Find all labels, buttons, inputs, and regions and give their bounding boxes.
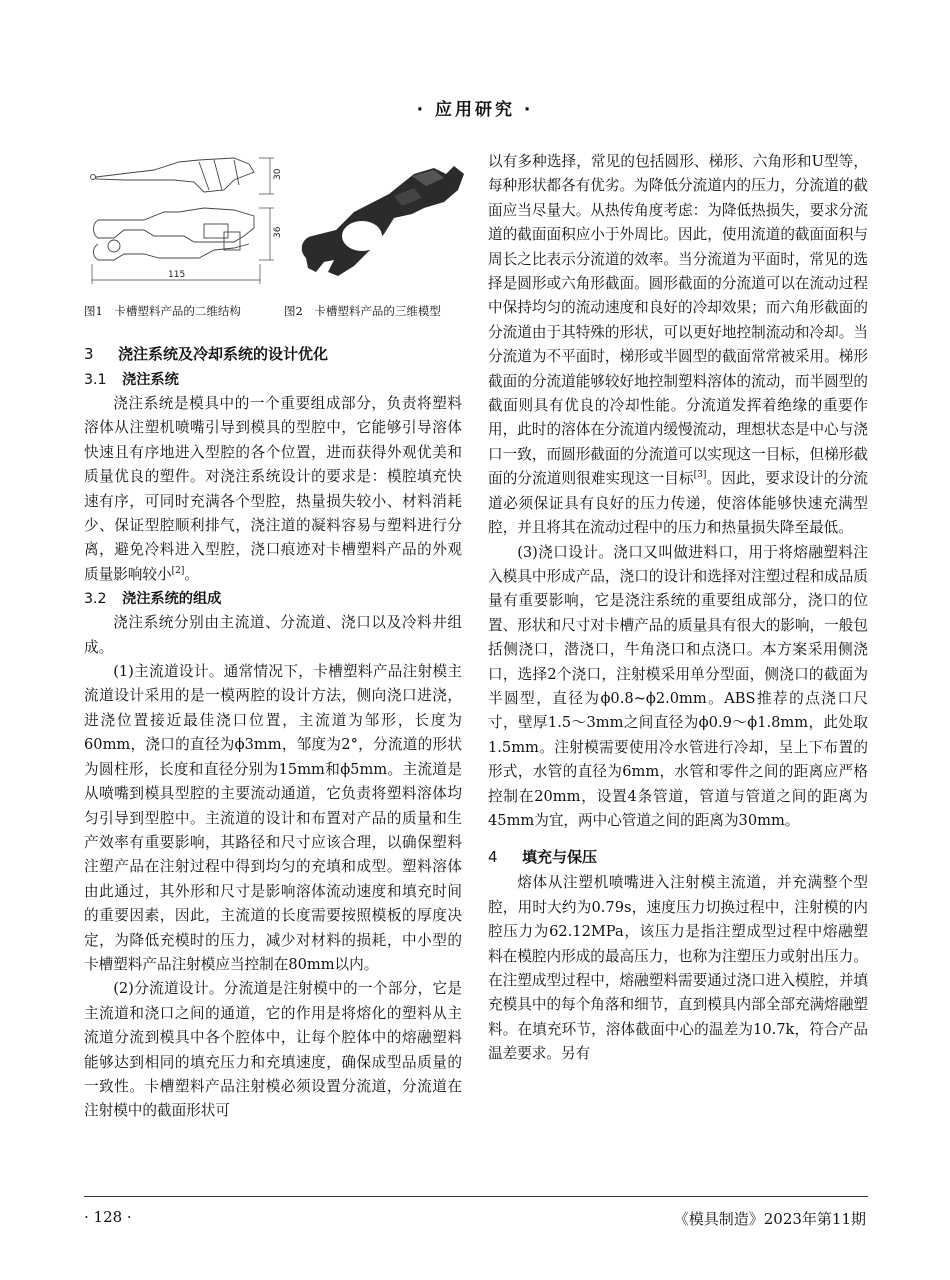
section-3-2-title: 浇注系统的组成 xyxy=(122,591,222,608)
right-column xyxy=(488,150,868,1067)
paragraph-gate-design: (3)浇口设计。浇口又叫做进料口，用于将熔融塑料注入模具中形成产品，浇口的设计和选择对注塑过程和成品质量有重要影响，它是浇注系统的重要组成部分，浇口的位置、形状和尺寸对卡槽产品的质量具有很大的影响，一般包括侧浇口，潜浇口，牛角浇口和点浇口。本方案采用侧浇口，选择2个浇口，注射模采用单分型面，侧浇口的截面为半圆型，直径为ϕ0.8~ϕ2.0mm。ABS推荐的点浇口尺寸，壁厚1.5～3mm之间直径为ϕ0.9～ϕ1.8mm，此处取1.5mm。注射模需要使用冷水管进行冷却，呈上下布置的形式，水管的直径为6mm，水管和零件之间的距离应严格控制在20mm，设置4条管道，管道与管道之间的距离为45mm为宜，两中心管道之间的距离为30mm。 xyxy=(488,543,868,829)
sub-runner-continued-text: 以有多种选择，常见的包括圆形、梯形、六角形和U型等，每种形状都各有优劣。为降低分流道内的压力，分流道的截面应当尽量大。从热传角度考虑：为降低热损失，要求分流道的截面面积应小于外周比。因此，使用流道的截面面积与周长之比表示分流道的效率。当分流道为平面时，常见的选择是圆形或六角形截面。圆形截面的分流道可以在流动过程中保持均匀的流动速度和良好的冷却效果；而六角形截面的分流道由于其特殊的形状，可以更好地控制流动和冷却。当分流道为不平面时，梯形或半圆型的截面常常被采用。梯形截面的分流道能够较好地控制塑料溶体的流动，而半圆型的截面则具有优良的冷却性能。分流道发挥着绝缘的重要作用，此时的溶体在分流道内缓慢流动，理想状态是中心与浇口一致，而圆形截面的分流道可以实现这一目标，但梯形截面的分流道则很难实现这一目标 xyxy=(488,153,868,488)
dim-30: 30 xyxy=(273,168,283,180)
footer-rule xyxy=(84,1196,868,1197)
section-3-1-heading xyxy=(84,368,462,392)
section-3-2-number: 3.2 xyxy=(84,591,107,608)
left-column xyxy=(84,150,462,1124)
paragraph-4-1: 熔体从注塑机喷嘴进入注射模主流道，并充满整个型腔，用时大约为0.79s，速度压力切换过程中，注射模的内腔压力为62.12MPa，该压力是指注塑成型过程中熔融塑料在模腔内形成的最高压力，也称为注塑压力或射出压力。在注塑成型过程中，熔融塑料需要通过浇口进入模腔，并填充模具中的每个角落和细节，直到模具内部全部充满熔融塑料。在填充环节，溶体截面中心的温差为10.7k，符合产品温差要求。另有 xyxy=(488,874,868,1063)
sub-runner-continued-end: 。因此，要求设计的分流道必须保证具有良好的压力传递，使溶体能够快速充满型腔，并且将其在流动过程中的压力和热量损失降至最低。 xyxy=(488,470,868,537)
section-3-1-number: 3.1 xyxy=(84,372,107,388)
section-4-number: 4 xyxy=(488,848,498,867)
figure-2-caption: 图2 卡槽塑料产品的三维模型 xyxy=(284,304,441,318)
citation-2: [2] xyxy=(171,565,185,576)
page-number: · 128 · xyxy=(84,1208,132,1226)
paragraph-sub-runner-continued xyxy=(488,150,868,541)
section-4-title: 填充与保压 xyxy=(522,848,598,867)
paragraph-3-1-end: 。 xyxy=(184,565,199,583)
journal-citation: 《模具制造》2023年第11期 xyxy=(673,1210,866,1228)
dim-115: 115 xyxy=(168,270,186,280)
section-3-1-title: 浇注系统 xyxy=(122,372,179,388)
dim-36: 36 xyxy=(273,226,283,238)
paragraph-sub-runner: (2)分流道设计。分流道是注射模中的一个部分，它是主流道和浇口之间的通道，它的作用是将熔化的塑料从主流道分流到模具中各个腔体中，让每个腔体中的熔融塑料能够达到相同的填充压力和充填速度，确保成型品质量的一致性。卡槽塑料产品注射模必须设置分流道，分流道在注射模中的截面形状可 xyxy=(84,980,462,1120)
paragraph-3-1 xyxy=(84,392,462,587)
section-3-title: 浇注系统及冷却系统的设计优化 xyxy=(118,345,329,363)
figure-1-caption: 图1 卡槽塑料产品的二维结构 xyxy=(84,304,241,318)
section-3-number: 3 xyxy=(84,345,94,363)
paragraph-3-2-intro: 浇注系统分别由主流道、分流道、浇口以及冷料井组成。 xyxy=(84,614,462,656)
paragraph-3-1-text: 浇注系统是模具中的一个重要组成部分，负责将塑料溶体从注塑机喷嘴引导到模具的型腔中，它能够引导溶体快速且有序地进入型腔的各个位置，进而获得外观优美和质量优良的塑件。对浇注系统设计的要求是：模腔填充快速有序，可同时充满各个型腔，热量损失较小、材料消耗少、保证型腔顺利排气，浇注道的凝料容易与塑料进行分离，避免冷料进入型腔，浇口痕迹对卡槽塑料产品的外观质量影响较小 xyxy=(84,395,462,583)
section-3-2-heading xyxy=(84,587,462,611)
citation-3: [3] xyxy=(693,470,707,481)
section-4-heading xyxy=(488,843,868,871)
section-3-heading xyxy=(84,340,462,368)
paragraph-main-runner: (1)主流道设计。通常情况下，卡槽塑料产品注射模主流道设计采用的是一模两腔的设计方法，侧向浇口进浇，进浇位置接近最佳浇口位置，主流道为邹形，长度为60mm，浇口的直径为ϕ3mm，邹度为2°，分流道的形状为圆柱形，长度和直径分别为15mm和ϕ5mm。主流道是从喷嘴到模具型腔的主要流动通道，它负责将塑料溶体均匀引导到型腔中。主流道的设计和布置对产品的质量和生产效率有重要影响，其路径和尺寸应该合理，以确保塑料注塑产品在注射过程中得到均匀的充填和成型。塑料溶体由此通过，其外形和尺寸是影响溶体流动速度和填充时间的重要因素，因此，主流道的长度需要按照模板的厚度决定，为降低充模时的压力，减少对材料的损耗，中小型的卡槽塑料产品注射模应当控制在80mm以内。 xyxy=(84,663,462,973)
running-header: · 应用研究 · xyxy=(416,100,534,120)
figure-2-model xyxy=(294,150,464,290)
figure-area xyxy=(84,150,462,330)
figure-1-drawing xyxy=(84,150,284,290)
